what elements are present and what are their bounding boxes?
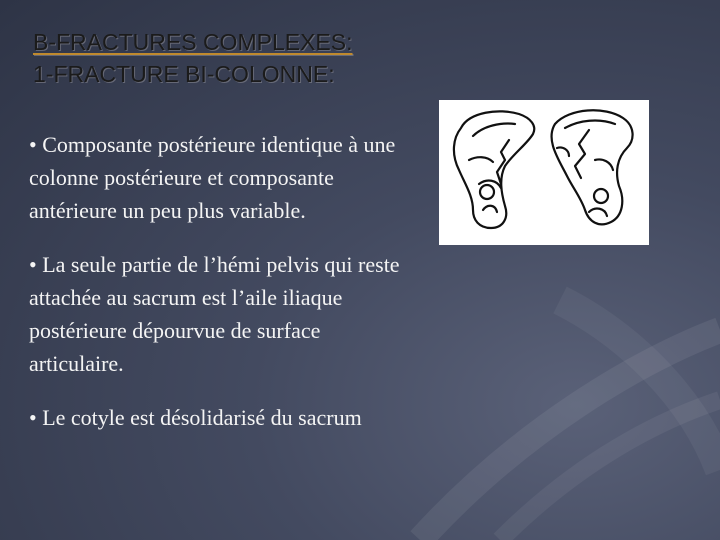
bullet-item-1: • Composante postérieure identique à une colonne postérieure et composante antérieure un peu plus variable. [29,132,396,223]
slide-title [33,26,353,90]
pelvis-fracture-figure [439,100,649,245]
bullet-item-2: • La seule partie de l’hémi pelvis qui reste attachée au sacrum est l’aile iliaque postérieure dépourvue de surface articulaire. [29,252,400,376]
bullet-item-3: • Le cotyle est désolidarisé du sacrum [29,405,362,430]
title-line-1: B-FRACTURES COMPLEXES: [33,29,353,55]
pelvis-fracture-drawing-icon [439,100,649,245]
bullet-list [29,128,419,455]
title-line-2: 1-FRACTURE BI-COLONNE: [33,61,335,87]
